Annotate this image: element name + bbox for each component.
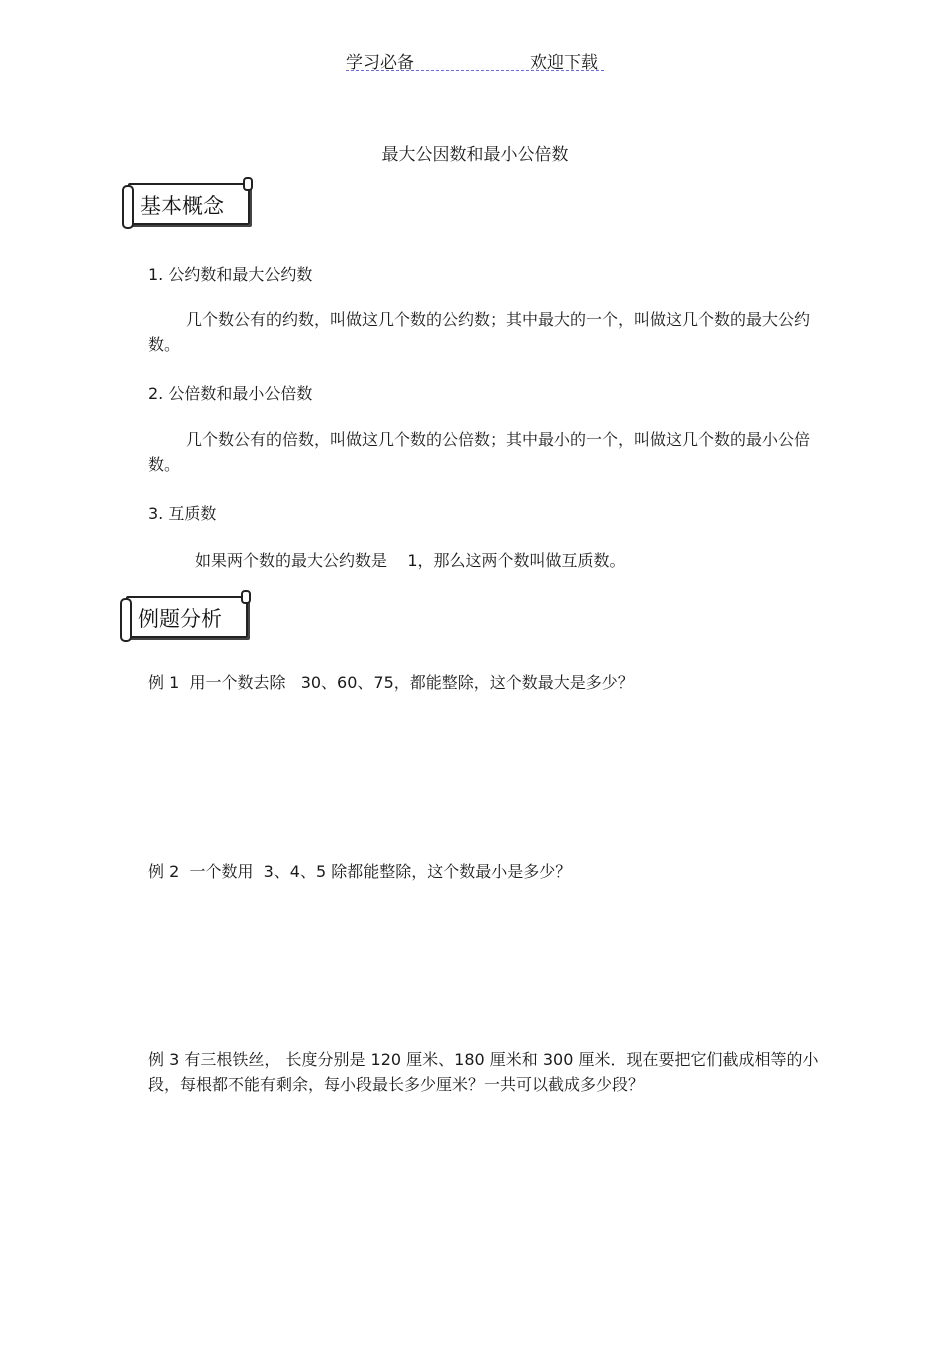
header-left-text: 学习必备 [346, 53, 414, 73]
concept-heading-3: 3. 互质数 [148, 504, 217, 523]
banner-label: 基本概念 [140, 194, 224, 218]
concept-heading-1: 1. 公约数和最大公约数 [148, 265, 313, 284]
scroll-roll-left-icon [120, 598, 132, 642]
example-1: 例 1 用一个数去除 30、60、75，都能整除，这个数最大是多少？ [148, 673, 634, 692]
concept-body-3: 如果两个数的最大公约数是 1，那么这两个数叫做互质数。 [195, 551, 626, 570]
scroll-roll-right-icon [243, 177, 253, 191]
concept-body-2: 几个数公有的倍数，叫做这几个数的公倍数；其中最小的一个，叫做这几个数的最小公倍数。 [148, 430, 811, 474]
document-title: 最大公因数和最小公倍数 [381, 145, 569, 165]
concept-body-1: 几个数公有的约数，叫做这几个数的公约数；其中最大的一个，叫做这几个数的最大公约数。 [148, 310, 811, 354]
concept-heading-2: 2. 公倍数和最小公倍数 [148, 384, 313, 403]
banner-label: 例题分析 [138, 607, 222, 631]
header-right-text: 欢迎下载 [530, 53, 598, 73]
scroll-roll-right-icon [241, 590, 251, 604]
scroll-roll-left-icon [122, 185, 134, 229]
example-3: 例 3 有三根铁丝， 长度分别是 120 厘米、180 厘米和 300 厘米．现在要把它们截成相等的小段，每根都不能有剩余，每小段最长多少厘米？一共可以截成多少段？ [148, 1050, 819, 1094]
example-2: 例 2 一个数用 3、4、5 除都能整除，这个数最小是多少？ [148, 862, 572, 881]
section-banner-basic-concepts [122, 183, 250, 225]
section-banner-example-analysis [120, 596, 248, 638]
header-dashed-underline [346, 70, 604, 71]
